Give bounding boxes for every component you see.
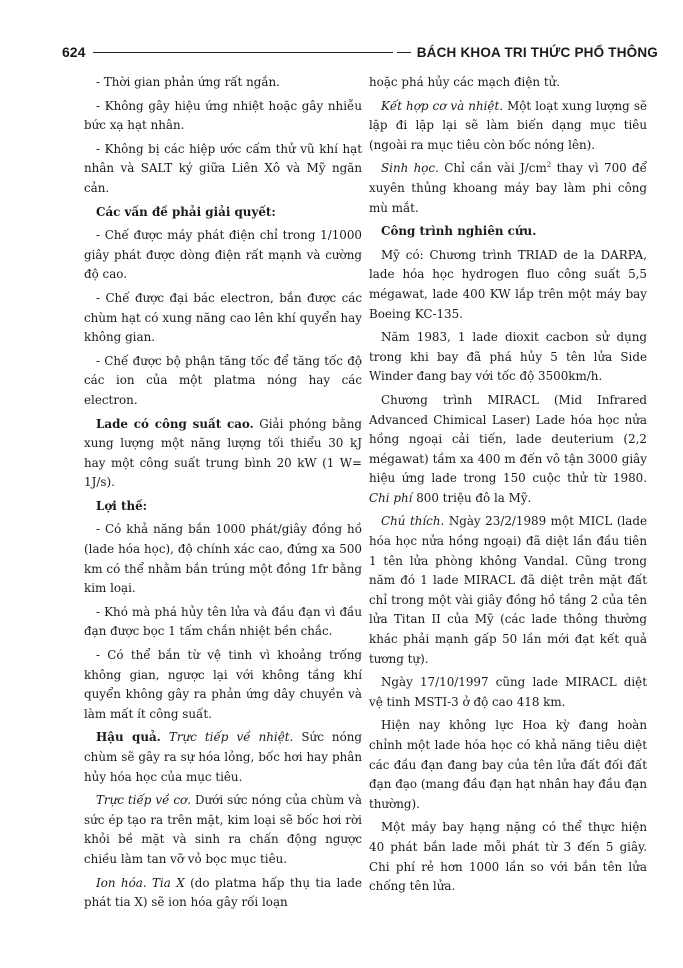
section-heading-advantages: Lợi thế: [96, 498, 148, 513]
paragraph-text: (do platma hấp thụ tia lade phát tia X) sẽ ion hóa gây rối loạn [84, 875, 362, 910]
page-number: 624 [62, 44, 86, 60]
paragraph [84, 728, 362, 787]
italic-term: Trực tiếp về nhiệt. [160, 730, 294, 745]
paragraph [84, 415, 362, 493]
paragraph: Một máy bay hạng nặng có thể thực hiện 40 phát bắn lade mỗi phát từ 3 đến 5 giây. Chi phí rẻ hơn 1000 lần so với bắn tên lửa chống tên lửa. [369, 820, 647, 894]
paragraph: hoặc phá hủy các mạch điện tử. [369, 75, 561, 89]
paragraph-text: Sức nóng chùm sẽ gây ra sự hóa lỏng, bốc hơi hay phân hủy hóa học của mục tiêu. [84, 730, 363, 784]
right-column [369, 73, 647, 901]
run-in-heading: Lade có công suất cao. [96, 416, 254, 431]
superscript: 2 [546, 161, 552, 170]
section-heading-problems: Các vấn đề phải giải quyết: [96, 204, 276, 219]
paragraph: - Khó mà phá hủy tên lửa và đầu đạn vì đầu đạn được bọc 1 tấm chắn nhiệt bền chắc. [84, 604, 362, 639]
section-heading-research: Công trình nghiên cứu. [381, 224, 537, 239]
italic-term: Ion hóa. Tia X [96, 875, 185, 890]
paragraph: Hiện nay không lực Hoa kỳ đang hoàn chỉnh một lade hóa học có khả năng tiêu diệt các đầu đạn đang bay của tên lửa đất đối đất đạn đạo (mang đầu đạn hạt nhân hay đầu đạn thường). [369, 718, 647, 811]
paragraph-text: thay vì 700 để xuyên thủng khoang máy bay làm phi công mù mắt. [369, 161, 647, 215]
paragraph: - Chế được đại bác electron, bắn được các chùm hạt có xung năng cao lên khí quyển hay không gian. [84, 290, 362, 345]
paragraph: - Chế được bộ phận tăng tốc để tăng tốc độ các ion của một platma nóng hay các electron. [84, 353, 362, 407]
paragraph-text: Giải phóng bằng xung lượng một năng lượng tối thiểu 30 kJ hay một công suất trung bình 20 kW (1 W= 1J/s). [84, 416, 363, 490]
paragraph [369, 512, 647, 669]
paragraph: - Thời gian phản ứng rất ngắn. [96, 75, 280, 89]
paragraph: Ngày 17/10/1997 cũng lade MIRACL diệt vệ tinh MSTI-3 ở độ cao 418 km. [369, 675, 647, 709]
paragraph [369, 159, 647, 218]
italic-term: Kết hợp cơ và nhiệt. [381, 98, 504, 113]
page-header [62, 42, 658, 62]
paragraph [369, 391, 647, 509]
paragraph: - Có khả năng bắn 1000 phát/giây đồng hồ (lade hóa học), độ chính xác cao, đứng xa 500 km có thể nhằm bắn trúng một đồng 1fr bằng kim loại. [84, 522, 362, 596]
italic-term: Chú thích. [381, 514, 445, 529]
paragraph-text: Ngày 23/2/1989 một MICL (lade hóa học nửa hồng ngoại) đã diệt lần đầu tiên 1 tên lửa phòng không Vandal. Cũng trong năm đó 1 lade MIRACL đã diệt trên mặt đất chỉ trong một vài giây đồng hồ tầng 2 của tên lửa Titan II của Mỹ (các lade thông thường khác phải mạnh gấp 50 lần mới đạt kết quả tương tự). [369, 514, 648, 666]
paragraph [369, 97, 647, 156]
run-in-heading: Hậu quả. [96, 730, 161, 745]
paragraph-text: Chỉ cần vài J/cm [438, 161, 547, 176]
book-title: BÁCH KHOA TRI THỨC PHỔ THÔNG [416, 44, 658, 60]
paragraph: - Không bị các hiệp ước cấm thử vũ khí hạt nhân và SALT ký giữa Liên Xô và Mỹ ngăn cản. [84, 141, 362, 195]
paragraph: - Có thể bắn từ vệ tinh vì khoảng trống không gian, ngược lại với không tầng khí quyển không gây ra phản ứng dây chuyền và làm mất ít công suất. [84, 648, 362, 721]
paragraph [84, 874, 362, 913]
italic-term: Trực tiếp về cơ. [96, 793, 191, 808]
paragraph-text: 800 triệu đô la Mỹ. [412, 490, 532, 505]
paragraph-text: Dưới sức nóng của chùm và sức ép tạo ra trên mặt, kim loại sẽ bốc hơi rời khỏi bề mặt và sinh ra chấn động ngược chiều làm tan vỡ vỏ bọc mục tiêu. [84, 793, 362, 866]
italic-term: Sinh học. [381, 161, 439, 176]
paragraph-text: Chương trình MIRACL (Mid Infrared Advanced Chimical Laser) Lade hóa học nửa hồng ngoại cải tiến, lade deuterium (2,2 mégawat) tầm xa 400 m đến vô tận 3000 giây hiệu ứng lade trong 150 cuộc thử từ 1980. [369, 392, 647, 486]
paragraph: Năm 1983, 1 lade dioxit cacbon sử dụng trong khi bay đã phá hủy 5 tên lửa Side Winder đang bay với tốc độ 3500km/h. [369, 330, 647, 384]
paragraph: - Chế được máy phát điện chỉ trong 1/1000 giây phát được dòng điện rất mạnh và cường độ cao. [84, 228, 362, 282]
paragraph-text: Một loạt xung lượng sẽ lặp đi lặp lại sẽ làm biến dạng mục tiêu (ngoài ra mục tiêu còn bốc nóng lên). [369, 98, 647, 152]
paragraph: Mỹ có: Chương trình TRIAD de la DARPA, lade hóa học hydrogen fluo công suất 5,5 mégawat, lade 400 KW lắp trên một máy bay Boeing KC-135. [369, 247, 647, 321]
header-rule-short [397, 52, 411, 53]
paragraph: - Không gây hiệu ứng nhiệt hoặc gây nhiễu bức xạ hạt nhân. [84, 98, 362, 133]
paragraph [84, 791, 362, 869]
italic-term: Chi phí [369, 490, 413, 505]
left-column [84, 73, 362, 917]
header-rule [93, 52, 392, 53]
